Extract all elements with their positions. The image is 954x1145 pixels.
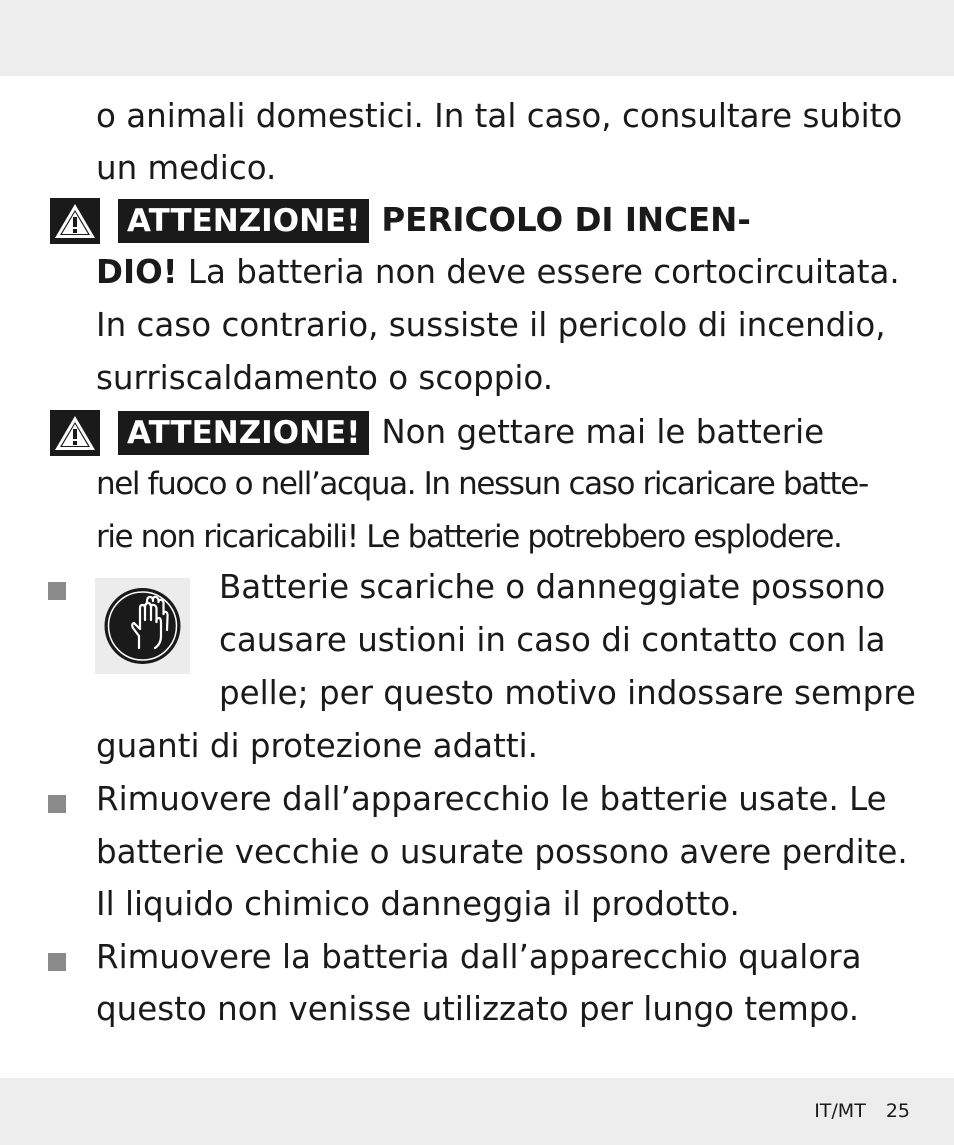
text-line: In caso contrario, sussiste il pericolo di incendio, bbox=[96, 306, 886, 344]
warning-triangle-icon bbox=[50, 410, 100, 456]
text-line: Rimuovere dall’apparecchio le batterie usate. Le bbox=[96, 780, 887, 818]
page-number: 25 bbox=[885, 1100, 910, 1122]
page-footer bbox=[814, 1100, 910, 1122]
attention-badge: ATTENZIONE! bbox=[118, 199, 369, 243]
square-bullet-icon bbox=[48, 953, 66, 971]
text-line: pelle; per questo motivo indossare sempre bbox=[219, 674, 916, 712]
text-line: Batterie scariche o danneggiate possono bbox=[219, 568, 886, 606]
text-line: o animali domestici. In tal caso, consultare subito bbox=[96, 97, 903, 135]
warning-heading bbox=[118, 198, 751, 243]
text-line: surriscaldamento o scoppio. bbox=[96, 359, 554, 397]
text-line: un medico. bbox=[96, 149, 277, 187]
text-line: Rimuovere la batteria dall’apparecchio qualora bbox=[96, 938, 862, 976]
text-line: nel fuoco o nell’acqua. In nessun caso ricaricare batte- bbox=[96, 466, 868, 502]
text-line: batterie vecchie o usurate possono avere perdite. bbox=[96, 833, 908, 871]
square-bullet-icon bbox=[48, 795, 66, 813]
header-band bbox=[0, 0, 954, 76]
square-bullet-icon bbox=[48, 582, 66, 600]
footer-band bbox=[0, 1078, 954, 1145]
text-line: questo non venisse utilizzato per lungo tempo. bbox=[96, 990, 860, 1028]
text-line: Il liquido chimico danneggia il prodotto. bbox=[96, 885, 740, 923]
text-line: guanti di protezione adatti. bbox=[96, 727, 538, 765]
warning-title: PERICOLO DI INCEN- bbox=[381, 201, 751, 239]
warning-heading: ATTENZIONE! Non gettare mai le batterie bbox=[118, 410, 824, 455]
text-line: rie non ricaricabili! Le batterie potrebbero esplodere. bbox=[96, 519, 842, 555]
language-code: IT/MT bbox=[814, 1100, 866, 1122]
attention-badge: ATTENZIONE! bbox=[118, 411, 369, 455]
warning-title-continuation: DIO! bbox=[96, 253, 178, 291]
text-line: causare ustioni in caso di contatto con la bbox=[219, 621, 886, 659]
text-line: DIO! La batteria non deve essere cortocircuitata. bbox=[96, 253, 900, 291]
warning-triangle-icon bbox=[50, 198, 100, 244]
protective-gloves-icon bbox=[95, 578, 190, 674]
